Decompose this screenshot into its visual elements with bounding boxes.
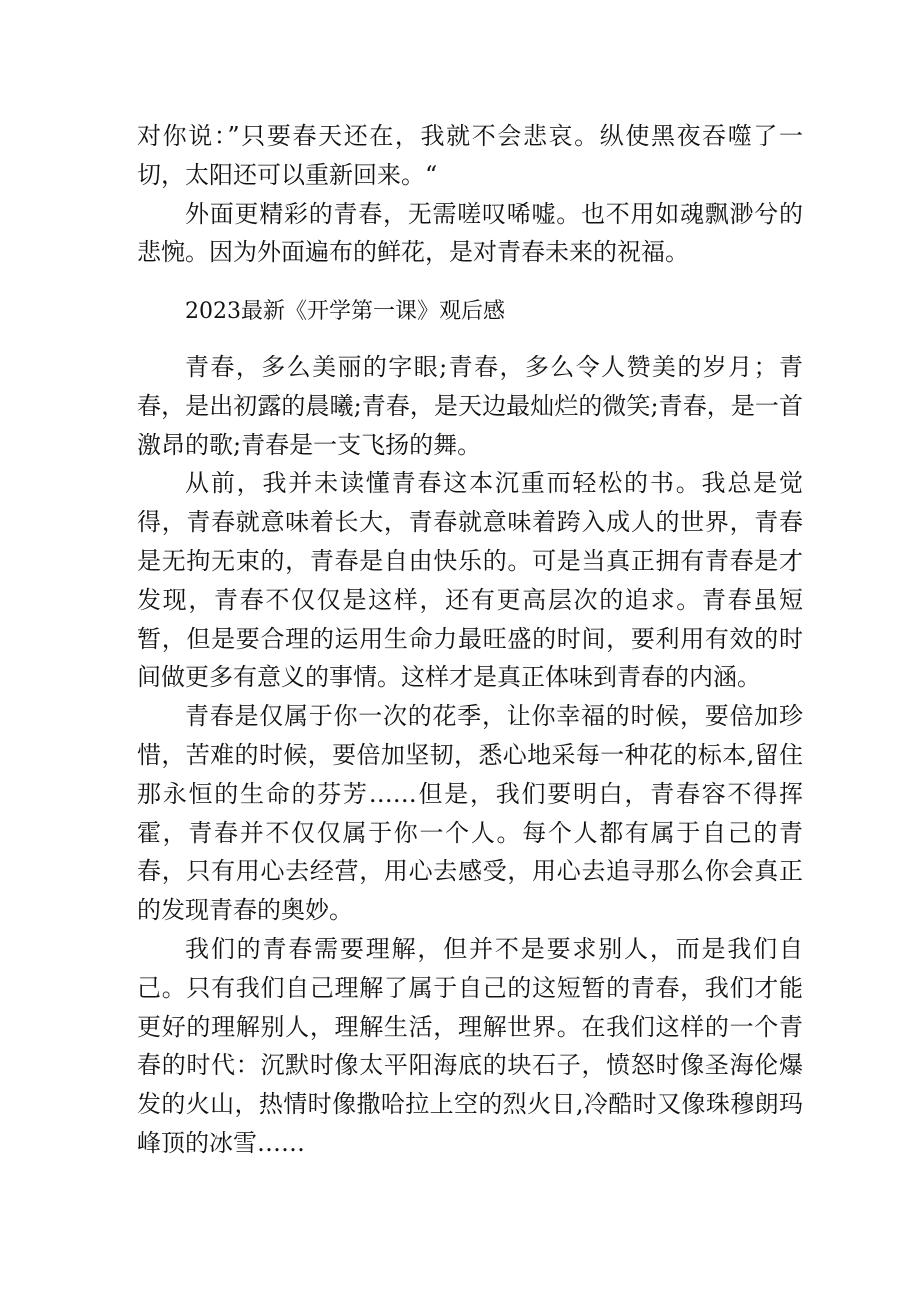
body-paragraph-4: 我们的青春需要理解，但并不是要求别人，而是我们自己。只有我们自己理解了属于自己的这短暂的青春，我们才能更好的理解别人，理解生活，理解世界。在我们这样的一个青春的时代：沉默时像太平阳海底的块石子，愤怒时像圣海伦爆发的火山，热情时像撒哈拉上空的烈火日,冷酷时又像珠穆朗玛峰顶的冰雪…… (137, 934, 803, 1157)
body-text-block (137, 348, 803, 1163)
body-paragraph-2: 从前，我并未读懂青春这本沉重而轻松的书。我总是觉得，青春就意味着长大，青春就意味着跨入成人的世界，青春是无拘无束的，青春是自由快乐的。可是当真正拥有青春是才发现，青春不仅仅是这样，还有更高层次的追求。青春虽短暂，但是要合理的运用生命力最旺盛的时间，要利用有效的时间做更多有意义的事情。这样才是真正体味到青春的内涵。 (137, 469, 803, 692)
section-heading: 2023最新《开学第一课》观后感 (185, 299, 505, 324)
heading-block (185, 293, 805, 332)
continued-paragraph: 对你说：”只要春天还在，我就不会悲哀。纵使黑夜吞噬了一切，太阳还可以重新回来。“ (137, 122, 803, 189)
top-text-block (137, 117, 803, 272)
paragraph-outside: 外面更精彩的青春，无需嗟叹唏嘘。也不用如魂飘渺兮的悲惋。因为外面遍布的鲜花，是对青春未来的祝福。 (137, 199, 803, 267)
body-paragraph-3: 青春是仅属于你一次的花季，让你幸福的时候，要倍加珍惜，苦难的时候，要倍加坚韧，悉心地采每一种花的标本,留住那永恒的生命的芬芳……但是，我们要明白，青春容不得挥霍，青春并不仅仅属于你一个人。每个人都有属于自己的青春，只有用心去经营，用心去感受，用心去追寻那么你会真正的发现青春的奥妙。 (137, 702, 803, 925)
body-paragraph-1: 青春，多么美丽的字眼;青春，多么令人赞美的岁月；青春，是出初露的晨曦;青春，是天边最灿烂的微笑;青春，是一首激昂的歌;青春是一支飞扬的舞。 (137, 353, 803, 459)
